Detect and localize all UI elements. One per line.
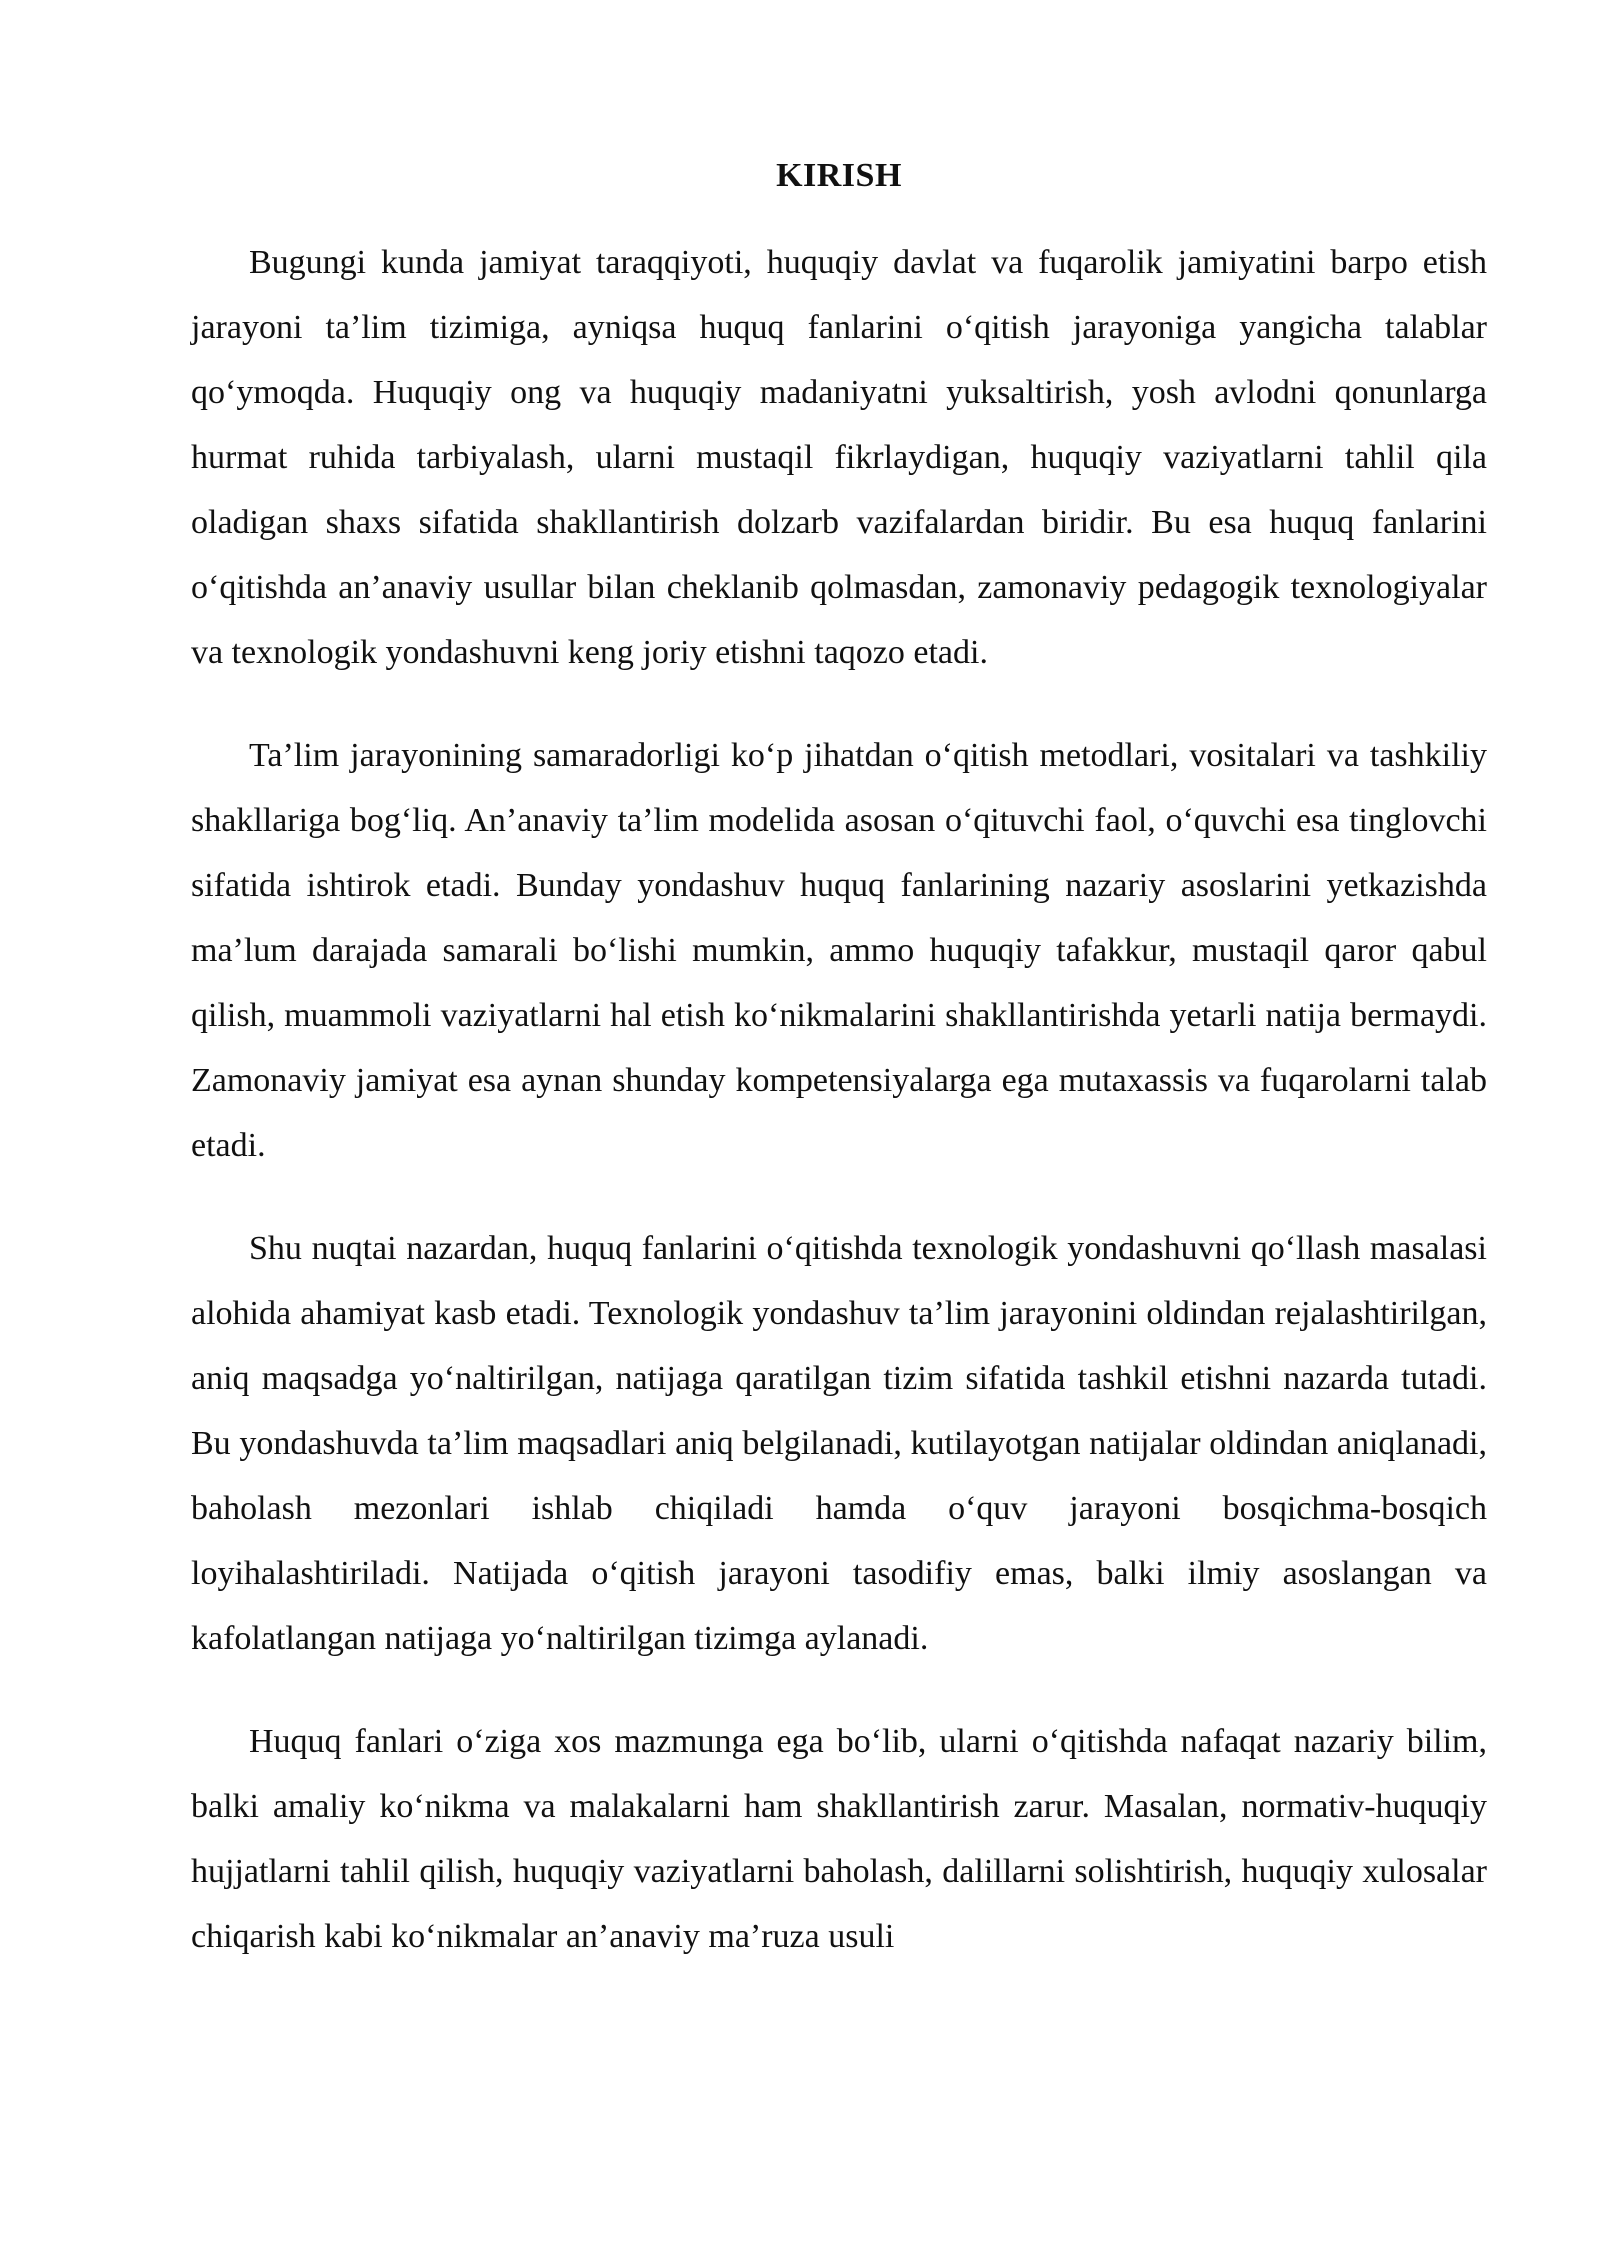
- document-title: KIRISH: [776, 157, 902, 194]
- page-content: [191, 148, 1487, 2007]
- paragraph-3: Shu nuqtai nazardan, huquq fanlarini o‘qitishda texnologik yondashuvni qo‘llash masalasi alohida ahamiyat kasb etadi. Texnologik yondashuv ta’lim jarayonini oldindan rejalashtirilgan, aniq maqsadga yo‘naltirilgan, natijaga qaratilgan tizim sifatida tashkil etishni nazarda tutadi. Bu yondashuvda ta’lim maqsadlari aniq belgilanadi, kutilayotgan natijalar oldindan aniqlanadi, baholash mezonlari ishlab chiqiladi hamda o‘quv jarayoni bosqichma-bosqich loyihalashtiriladi. Natijada o‘qitish jarayoni tasodifiy emas, balki ilmiy asoslangan va kafolatlangan natijaga yo‘naltirilgan tizimga aylanadi.: [191, 1230, 1487, 1657]
- paragraph-4: Huquq fanlari o‘ziga xos mazmunga ega bo‘lib, ularni o‘qitishda nafaqat nazariy bilim, balki amaliy ko‘nikma va malakalarni ham shakllantirish zarur. Masalan, normativ-huquqiy hujjatlarni tahlil qilish, huquqiy vaziyatlarni baholash, dalillarni solishtirish, huquqiy xulosalar chiqarish kabi ko‘nikmalar an’anaviy ma’ruza usuli: [191, 1723, 1487, 1955]
- paragraph-2: Ta’lim jarayonining samaradorligi ko‘p jihatdan o‘qitish metodlari, vositalari va tashkiliy shakllariga bog‘liq. An’anaviy ta’lim modelida asosan o‘qituvchi faol, o‘quvchi esa tinglovchi sifatida ishtirok etadi. Bunday yondashuv huquq fanlarining nazariy asoslarini yetkazishda ma’lum darajada samarali bo‘lishi mumkin, ammo huquqiy tafakkur, mustaqil qaror qabul qilish, muammoli vaziyatlarni hal etish ko‘nikmalarini shakllantirishda yetarli natija bermaydi. Zamonaviy jamiyat esa aynan shunday kompetensiyalarga ega mutaxassis va fuqarolarni talab etadi.: [191, 737, 1487, 1164]
- paragraph-1: Bugungi kunda jamiyat taraqqiyoti, huquqiy davlat va fuqarolik jamiyatini barpo etish jarayoni ta’lim tizimiga, ayniqsa huquq fanlarini o‘qitish jarayoniga yangicha talablar qo‘ymoqda. Huquqiy ong va huquqiy madaniyatni yuksaltirish, yosh avlodni qonunlarga hurmat ruhida tarbiyalash, ularni mustaqil fikrlaydigan, huquqiy vaziyatlarni tahlil qila oladigan shaxs sifatida shakllantirish dolzarb vazifalardan biridir. Bu esa huquq fanlarini o‘qitishda an’anaviy usullar bilan cheklanib qolmasdan, zamonaviy pedagogik texnologiyalar va texnologik yondashuvni keng joriy etishni taqozo etadi.: [191, 244, 1487, 671]
